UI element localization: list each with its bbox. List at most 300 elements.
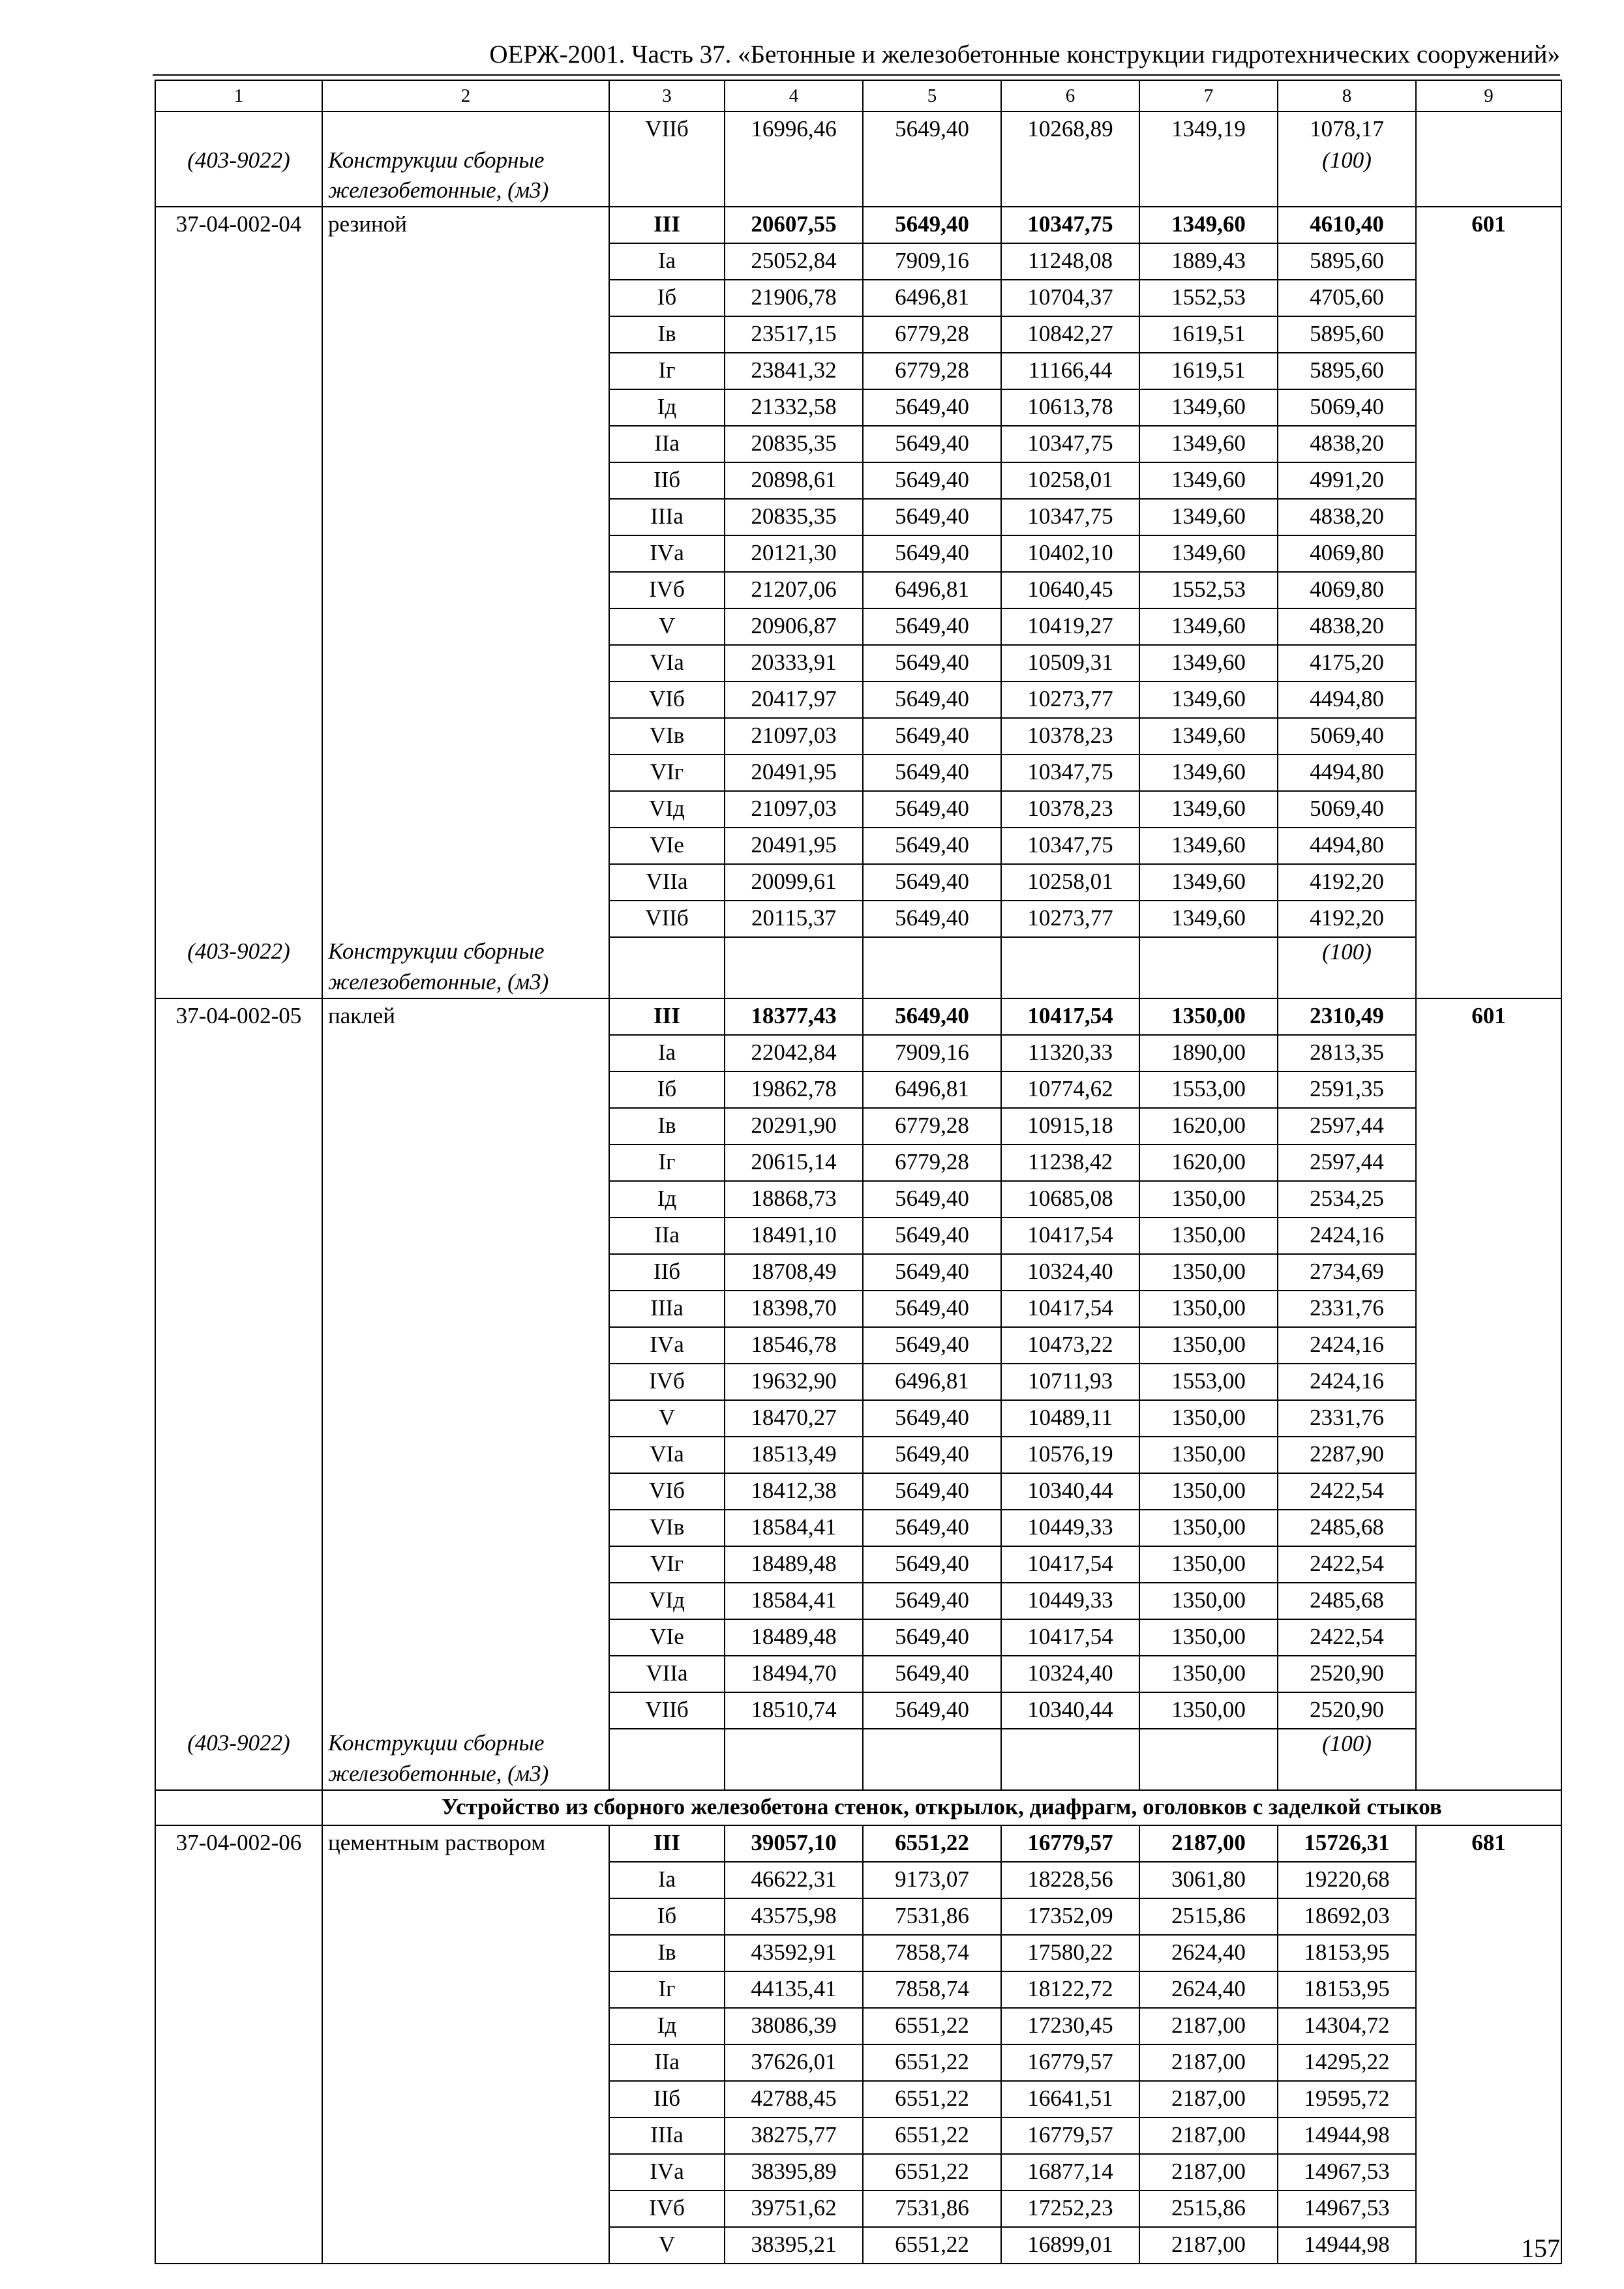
value-cell: 4991,20 — [1278, 462, 1416, 499]
value-cell: 11320,33 — [1001, 1035, 1139, 1071]
value-cell: 2187,00 — [1139, 2117, 1278, 2154]
value-cell: 1350,00 — [1139, 998, 1278, 1035]
zone-cell: IIIа — [609, 499, 725, 535]
value-cell: 6779,28 — [863, 1108, 1001, 1144]
zone-cell: III — [609, 998, 725, 1035]
zone-cell: VIа — [609, 645, 725, 681]
table-row — [155, 1583, 1561, 1619]
value-cell: 10640,45 — [1001, 572, 1139, 608]
rate-code: 37-04-002-05 — [155, 998, 322, 1035]
value-cell: 6551,22 — [863, 2081, 1001, 2117]
value-cell: 20835,35 — [725, 426, 863, 462]
value-cell: 21097,03 — [725, 718, 863, 755]
value-cell: 43575,98 — [725, 1898, 863, 1935]
table-row — [155, 1898, 1561, 1935]
zone-cell: VIIб — [609, 901, 725, 937]
value-cell: 18153,95 — [1278, 1971, 1416, 2008]
zone-cell: IIIа — [609, 2117, 725, 2154]
value-cell: 7858,74 — [863, 1935, 1001, 1971]
value-cell: 16899,01 — [1001, 2227, 1139, 2264]
value-cell: 20291,90 — [725, 1108, 863, 1144]
value-cell: 1552,53 — [1139, 572, 1278, 608]
value-cell: 6779,28 — [863, 1144, 1001, 1181]
zone-cell: VIIб — [609, 1692, 725, 1729]
value-cell: 10347,75 — [1001, 426, 1139, 462]
value-cell: 21906,78 — [725, 280, 863, 316]
value-cell: 5649,40 — [863, 1218, 1001, 1254]
value-cell: 16877,14 — [1001, 2154, 1139, 2191]
value-cell: 1890,00 — [1139, 1035, 1278, 1071]
zone-cell: III — [609, 207, 725, 243]
value-cell: 2287,90 — [1278, 1437, 1416, 1473]
value-cell: 1349,60 — [1139, 426, 1278, 462]
zone-cell: Iа — [609, 1035, 725, 1071]
value-cell: 1349,60 — [1139, 608, 1278, 645]
table-row — [155, 2081, 1561, 2117]
table-row — [155, 353, 1561, 389]
zone-cell: IVа — [609, 2154, 725, 2191]
value-cell: 2424,16 — [1278, 1218, 1416, 1254]
resource-name: Конструкции сборные — [322, 146, 609, 176]
resource-code: (403-9022) — [155, 937, 322, 968]
value-cell: 18513,49 — [725, 1437, 863, 1473]
value-cell: 4838,20 — [1278, 608, 1416, 645]
value-cell: 6496,81 — [863, 1071, 1001, 1108]
table-row — [155, 1327, 1561, 1364]
value-cell: 1350,00 — [1139, 1583, 1278, 1619]
value-cell: 10258,01 — [1001, 462, 1139, 499]
table-row — [155, 1971, 1561, 2008]
value-cell: 18412,38 — [725, 1473, 863, 1510]
norm-number: 601 — [1416, 998, 1561, 1035]
value-cell: 10842,27 — [1001, 316, 1139, 353]
table-row — [155, 243, 1561, 280]
table-row — [155, 1400, 1561, 1437]
table-row — [155, 2191, 1561, 2227]
value-cell: 19595,72 — [1278, 2081, 1416, 2117]
value-cell: 1553,00 — [1139, 1364, 1278, 1400]
zone-cell: III — [609, 1825, 725, 1862]
value-cell: 15726,31 — [1278, 1825, 1416, 1862]
value-cell: 16996,46 — [725, 112, 863, 146]
value-cell: 42788,45 — [725, 2081, 863, 2117]
value-cell: 5649,40 — [863, 901, 1001, 937]
value-cell: 1349,60 — [1139, 645, 1278, 681]
value-cell: 1350,00 — [1139, 1510, 1278, 1546]
zone-cell: VIд — [609, 791, 725, 828]
table-row — [155, 755, 1561, 791]
value-cell: 2187,00 — [1139, 2044, 1278, 2081]
value-cell: 20607,55 — [725, 207, 863, 243]
table-row — [155, 1546, 1561, 1583]
value-cell: 16779,57 — [1001, 2117, 1139, 2154]
value-cell: 5649,40 — [863, 499, 1001, 535]
zone-cell: Iа — [609, 1862, 725, 1898]
value-cell: 1350,00 — [1139, 1546, 1278, 1583]
value-cell: 10417,54 — [1001, 1291, 1139, 1327]
value-cell: 10273,77 — [1001, 681, 1139, 718]
value-cell: 1349,60 — [1139, 828, 1278, 864]
column-number: 7 — [1139, 80, 1278, 112]
value-cell: 10324,40 — [1001, 1254, 1139, 1291]
value-cell: 1350,00 — [1139, 1619, 1278, 1656]
resource-qty: (100) — [1278, 146, 1416, 176]
value-cell: 2422,54 — [1278, 1546, 1416, 1583]
value-cell: 5649,40 — [863, 645, 1001, 681]
resource-code: (403-9022) — [155, 146, 322, 176]
zone-cell: IIб — [609, 1254, 725, 1291]
value-cell: 1619,51 — [1139, 353, 1278, 389]
value-cell: 1350,00 — [1139, 1473, 1278, 1510]
value-cell: 1553,00 — [1139, 1071, 1278, 1108]
value-cell: 2597,44 — [1278, 1144, 1416, 1181]
value-cell: 10915,18 — [1001, 1108, 1139, 1144]
value-cell: 1350,00 — [1139, 1218, 1278, 1254]
value-cell: 23841,32 — [725, 353, 863, 389]
value-cell: 4069,80 — [1278, 535, 1416, 572]
value-cell: 16779,57 — [1001, 2044, 1139, 2081]
value-cell: 14304,72 — [1278, 2008, 1416, 2044]
value-cell: 5649,40 — [863, 1400, 1001, 1437]
table-row — [155, 2044, 1561, 2081]
zone-cell: IIа — [609, 1218, 725, 1254]
zone-cell: VIв — [609, 1510, 725, 1546]
value-cell: 37626,01 — [725, 2044, 863, 2081]
value-cell: 2422,54 — [1278, 1473, 1416, 1510]
zone-cell: Iг — [609, 1144, 725, 1181]
value-cell: 2624,40 — [1139, 1935, 1278, 1971]
value-cell: 10417,54 — [1001, 1546, 1139, 1583]
value-cell: 1349,19 — [1139, 112, 1278, 146]
table-row — [155, 2154, 1561, 2191]
zone-cell: VIб — [609, 681, 725, 718]
value-cell: 2520,90 — [1278, 1692, 1416, 1729]
table-row — [155, 1437, 1561, 1473]
value-cell: 4610,40 — [1278, 207, 1416, 243]
zone-cell: Iд — [609, 1181, 725, 1218]
value-cell: 5649,40 — [863, 389, 1001, 426]
value-cell: 10347,75 — [1001, 499, 1139, 535]
value-cell: 19862,78 — [725, 1071, 863, 1108]
table-row — [155, 718, 1561, 755]
value-cell: 5649,40 — [863, 791, 1001, 828]
column-number: 2 — [322, 80, 609, 112]
value-cell: 1350,00 — [1139, 1400, 1278, 1437]
value-cell: 10378,23 — [1001, 791, 1139, 828]
resource-name: Конструкции сборные — [322, 1729, 609, 1759]
value-cell: 5649,40 — [863, 1254, 1001, 1291]
value-cell: 10324,40 — [1001, 1656, 1139, 1692]
norm-number: 681 — [1416, 1825, 1561, 1862]
value-cell: 5649,40 — [863, 1656, 1001, 1692]
resource-row — [155, 937, 1561, 968]
section-heading-row — [155, 1790, 1561, 1825]
value-cell: 6551,22 — [863, 2044, 1001, 2081]
zone-cell: IVб — [609, 1364, 725, 1400]
column-number: 3 — [609, 80, 725, 112]
value-cell: 20115,37 — [725, 901, 863, 937]
value-cell: 10711,93 — [1001, 1364, 1139, 1400]
value-cell: 10473,22 — [1001, 1327, 1139, 1364]
zone-cell: IIб — [609, 462, 725, 499]
table-row — [155, 998, 1561, 1035]
value-cell: 11248,08 — [1001, 243, 1139, 280]
zone-cell: IVб — [609, 572, 725, 608]
table-row — [155, 1692, 1561, 1729]
zone-cell: VIе — [609, 828, 725, 864]
value-cell: 10417,54 — [1001, 1218, 1139, 1254]
value-cell: 1350,00 — [1139, 1692, 1278, 1729]
value-cell: 22042,84 — [725, 1035, 863, 1071]
value-cell: 4494,80 — [1278, 755, 1416, 791]
resource-name: Конструкции сборные — [322, 937, 609, 968]
value-cell: 10402,10 — [1001, 535, 1139, 572]
table-row — [155, 535, 1561, 572]
resource-row — [155, 968, 1561, 998]
zone-cell: V — [609, 1400, 725, 1437]
value-cell: 5649,40 — [863, 1327, 1001, 1364]
value-cell: 6496,81 — [863, 280, 1001, 316]
value-cell: 18494,70 — [725, 1656, 863, 1692]
resource-row — [155, 1729, 1561, 1759]
value-cell: 20333,91 — [725, 645, 863, 681]
column-number-row — [155, 80, 1561, 112]
value-cell: 18398,70 — [725, 1291, 863, 1327]
value-cell: 2424,16 — [1278, 1327, 1416, 1364]
value-cell: 18546,78 — [725, 1327, 863, 1364]
zone-cell: Iв — [609, 1935, 725, 1971]
value-cell: 9173,07 — [863, 1862, 1001, 1898]
value-cell: 6496,81 — [863, 572, 1001, 608]
value-cell: 4705,60 — [1278, 280, 1416, 316]
value-cell: 5649,40 — [863, 1619, 1001, 1656]
value-cell: 10419,27 — [1001, 608, 1139, 645]
carryover-row — [155, 112, 1561, 146]
resource-row — [155, 146, 1561, 176]
table-row — [155, 1291, 1561, 1327]
value-cell: 2331,76 — [1278, 1291, 1416, 1327]
work-name: резиной — [322, 207, 609, 243]
zone-cell: VIб — [609, 1473, 725, 1510]
value-cell: 17252,23 — [1001, 2191, 1139, 2227]
value-cell: 10489,11 — [1001, 1400, 1139, 1437]
value-cell: 20121,30 — [725, 535, 863, 572]
value-cell: 18584,41 — [725, 1583, 863, 1619]
value-cell: 20491,95 — [725, 755, 863, 791]
column-number: 5 — [863, 80, 1001, 112]
table-row — [155, 462, 1561, 499]
resource-code: (403-9022) — [155, 1729, 322, 1759]
value-cell: 5649,40 — [863, 112, 1001, 146]
value-cell: 1350,00 — [1139, 1291, 1278, 1327]
value-cell: 18153,95 — [1278, 1935, 1416, 1971]
resource-row — [155, 176, 1561, 207]
value-cell: 14967,53 — [1278, 2191, 1416, 2227]
value-cell: 10347,75 — [1001, 207, 1139, 243]
value-cell: 4838,20 — [1278, 426, 1416, 462]
value-cell: 5649,40 — [863, 1510, 1001, 1546]
value-cell: 6551,22 — [863, 2008, 1001, 2044]
value-cell: 1620,00 — [1139, 1144, 1278, 1181]
value-cell: 7909,16 — [863, 243, 1001, 280]
value-cell: 10704,37 — [1001, 280, 1139, 316]
page-number: 157 — [1521, 2234, 1560, 2263]
table-row — [155, 1108, 1561, 1144]
zone-cell: IIб — [609, 2081, 725, 2117]
value-cell: 5649,40 — [863, 681, 1001, 718]
value-cell: 10417,54 — [1001, 998, 1139, 1035]
value-cell: 2520,90 — [1278, 1656, 1416, 1692]
zone-cell: VIIа — [609, 864, 725, 901]
value-cell: 1350,00 — [1139, 1254, 1278, 1291]
value-cell: 18122,72 — [1001, 1971, 1139, 2008]
value-cell: 10613,78 — [1001, 389, 1139, 426]
zone-cell: V — [609, 2227, 725, 2264]
zone-cell: Iб — [609, 1071, 725, 1108]
value-cell: 5649,40 — [863, 718, 1001, 755]
value-cell: 39751,62 — [725, 2191, 863, 2227]
value-cell: 23517,15 — [725, 316, 863, 353]
value-cell: 10576,19 — [1001, 1437, 1139, 1473]
value-cell: 2734,69 — [1278, 1254, 1416, 1291]
value-cell: 4069,80 — [1278, 572, 1416, 608]
value-cell: 6779,28 — [863, 316, 1001, 353]
zone-cell: IVб — [609, 2191, 725, 2227]
zone-cell: VIд — [609, 1583, 725, 1619]
table-row — [155, 572, 1561, 608]
value-cell: 2331,76 — [1278, 1400, 1416, 1437]
rate-code: 37-04-002-04 — [155, 207, 322, 243]
value-cell: 38086,39 — [725, 2008, 863, 2044]
value-cell: 19632,90 — [725, 1364, 863, 1400]
value-cell: 5895,60 — [1278, 243, 1416, 280]
zone-cell: VIв — [609, 718, 725, 755]
value-cell: 1349,60 — [1139, 207, 1278, 243]
value-cell: 1620,00 — [1139, 1108, 1278, 1144]
value-cell: 7909,16 — [863, 1035, 1001, 1071]
value-cell: 2187,00 — [1139, 1825, 1278, 1862]
value-cell: 10509,31 — [1001, 645, 1139, 681]
value-cell: 7858,74 — [863, 1971, 1001, 2008]
resource-name: железобетонные, (м3) — [322, 1759, 609, 1790]
table-row — [155, 499, 1561, 535]
table-row — [155, 645, 1561, 681]
value-cell: 5649,40 — [863, 608, 1001, 645]
value-cell: 1349,60 — [1139, 681, 1278, 718]
value-cell: 14295,22 — [1278, 2044, 1416, 2081]
value-cell: 10685,08 — [1001, 1181, 1139, 1218]
table-row — [155, 828, 1561, 864]
zone-cell: VIг — [609, 755, 725, 791]
value-cell: 17352,09 — [1001, 1898, 1139, 1935]
value-cell: 1349,60 — [1139, 755, 1278, 791]
value-cell: 14944,98 — [1278, 2227, 1416, 2264]
table-row — [155, 608, 1561, 645]
table-row — [155, 280, 1561, 316]
value-cell: 38275,77 — [725, 2117, 863, 2154]
value-cell: 38395,21 — [725, 2227, 863, 2264]
table-row — [155, 1825, 1561, 1862]
value-cell: 25052,84 — [725, 243, 863, 280]
value-cell: 18584,41 — [725, 1510, 863, 1546]
value-cell: 2515,86 — [1139, 2191, 1278, 2227]
value-cell: 7531,86 — [863, 2191, 1001, 2227]
value-cell: 18470,27 — [725, 1400, 863, 1437]
table-row — [155, 2008, 1561, 2044]
value-cell: 1349,60 — [1139, 499, 1278, 535]
zone-cell: Iа — [609, 243, 725, 280]
value-cell: 21207,06 — [725, 572, 863, 608]
value-cell: 44135,41 — [725, 1971, 863, 2008]
table-row — [155, 316, 1561, 353]
value-cell: 10340,44 — [1001, 1692, 1139, 1729]
column-number: 1 — [155, 80, 322, 112]
value-cell: 4838,20 — [1278, 499, 1416, 535]
value-cell: 18377,43 — [725, 998, 863, 1035]
value-cell: 6551,22 — [863, 2154, 1001, 2191]
value-cell: 7531,86 — [863, 1898, 1001, 1935]
value-cell: 2624,40 — [1139, 1971, 1278, 2008]
table-row — [155, 1071, 1561, 1108]
value-cell: 20898,61 — [725, 462, 863, 499]
zone-cell: IIа — [609, 2044, 725, 2081]
column-number: 6 — [1001, 80, 1139, 112]
zone-cell: VIе — [609, 1619, 725, 1656]
value-cell: 5895,60 — [1278, 316, 1416, 353]
value-cell: 5649,40 — [863, 1437, 1001, 1473]
header-rule — [153, 74, 1560, 76]
value-cell: 2187,00 — [1139, 2081, 1278, 2117]
value-cell: 21332,58 — [725, 389, 863, 426]
zone-cell: VIг — [609, 1546, 725, 1583]
value-cell: 11166,44 — [1001, 353, 1139, 389]
table-row — [155, 1035, 1561, 1071]
work-name: паклей — [322, 998, 609, 1035]
value-cell: 18489,48 — [725, 1619, 863, 1656]
value-cell: 4192,20 — [1278, 901, 1416, 937]
value-cell: 5649,40 — [863, 1692, 1001, 1729]
value-cell: 21097,03 — [725, 791, 863, 828]
value-cell: 1350,00 — [1139, 1327, 1278, 1364]
value-cell: 10417,54 — [1001, 1619, 1139, 1656]
value-cell: 18510,74 — [725, 1692, 863, 1729]
value-cell: 5649,40 — [863, 207, 1001, 243]
value-cell: 46622,31 — [725, 1862, 863, 1898]
value-cell: 3061,80 — [1139, 1862, 1278, 1898]
value-cell: 5649,40 — [863, 864, 1001, 901]
section-heading: Устройство из сборного железобетона стенок, открылок, диафрагм, оголовков с заделкой стыков — [322, 1790, 1561, 1825]
value-cell: 38395,89 — [725, 2154, 863, 2191]
table-row — [155, 1144, 1561, 1181]
value-cell: 2422,54 — [1278, 1619, 1416, 1656]
zone-cell: Iд — [609, 2008, 725, 2044]
value-cell: 10340,44 — [1001, 1473, 1139, 1510]
value-cell: 18228,56 — [1001, 1862, 1139, 1898]
column-number: 9 — [1416, 80, 1561, 112]
value-cell: 18489,48 — [725, 1546, 863, 1583]
value-cell: 4494,80 — [1278, 681, 1416, 718]
value-cell: 10774,62 — [1001, 1071, 1139, 1108]
value-cell: 2187,00 — [1139, 2008, 1278, 2044]
value-cell: 17230,45 — [1001, 2008, 1139, 2044]
table-row — [155, 1510, 1561, 1546]
value-cell: 20835,35 — [725, 499, 863, 535]
value-cell: 6551,22 — [863, 2117, 1001, 2154]
value-cell: 1350,00 — [1139, 1437, 1278, 1473]
table-row — [155, 1656, 1561, 1692]
resource-qty: (100) — [1278, 1729, 1416, 1759]
norm-number: 601 — [1416, 207, 1561, 243]
